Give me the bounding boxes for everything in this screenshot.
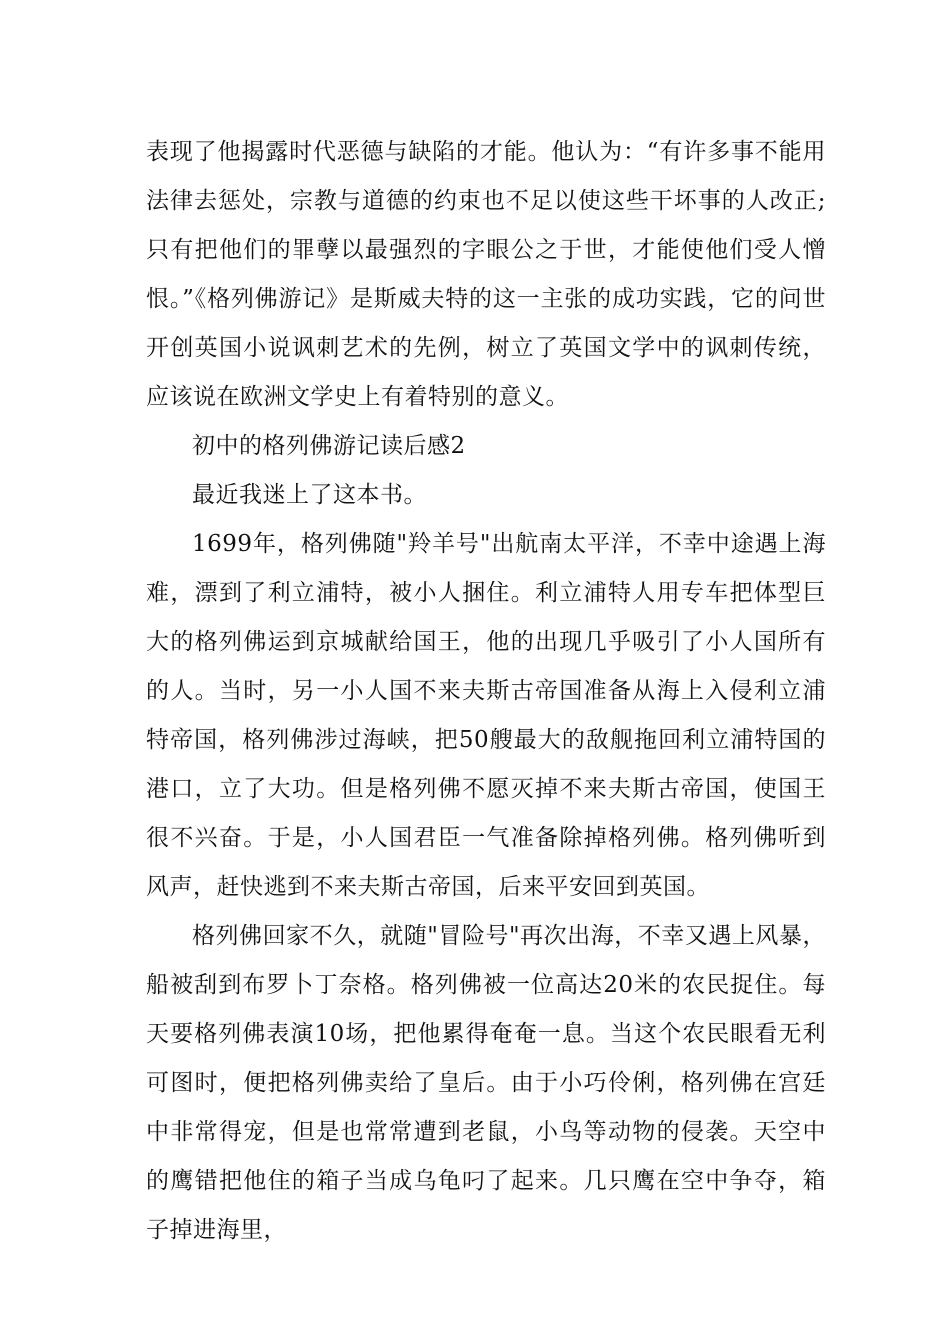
section-heading: 初中的格列佛游记读后感2: [192, 433, 466, 459]
paragraph-continuation: 表现了他揭露时代恶德与缺陷的才能。他认为：“有许多事不能用法律去惩处，宗教与道德的约束也不足以使这些干坏事的人改正;只有把他们的罪孽以最强烈的字眼公之于世，才能使他们受人憎恨。”《格列佛游记》是斯威夫特的这一主张的成功实践，它的问世开创英国小说讽刺艺术的先例，树立了英国文学中的讽刺传统，应该说在欧洲文学史上有着特别的意义。: [146, 139, 826, 410]
paragraph-intro: 最近我迷上了这本书。: [192, 482, 427, 508]
paragraph-brobdingnag: 格列佛回家不久，就随"冒险号"再次出海，不幸又遇上风暴，船被刮到布罗卜丁奈格。格列佛被一位高达20米的农民捉住。每天要格列佛表演10场，把他累得奄奄一息。当这个农民眼看无利可图时，便把格列佛卖给了皇后。由于小巧伶俐，格列佛在宫廷中非常得宠，但是也常常遭到老鼠，小鸟等动物的侵袭。天空中的鹰错把他住的箱子当成乌龟叼了起来。几只鹰在空中争夺，箱子掉进海里，: [146, 923, 826, 1243]
paragraph-lilliput: 1699年，格列佛随"羚羊号"出航南太平洋，不幸中途遇上海难，漂到了利立浦特，被小人捆住。利立浦特人用专车把体型巨大的格列佛运到京城献给国王，他的出现几乎吸引了小人国所有的人。当时，另一小人国不来夫斯古帝国准备从海上入侵利立浦特帝国，格列佛涉过海峡，把50艘最大的敌舰拖回利立浦特国的港口，立了大功。但是格列佛不愿灭掉不来夫斯古帝国，使国王很不兴奋。于是，小人国君臣一气准备除掉格列佛。格列佛听到风声，赶快逃到不来夫斯古帝国，后来平安回到英国。: [146, 531, 826, 900]
document-body: [146, 128, 826, 1255]
